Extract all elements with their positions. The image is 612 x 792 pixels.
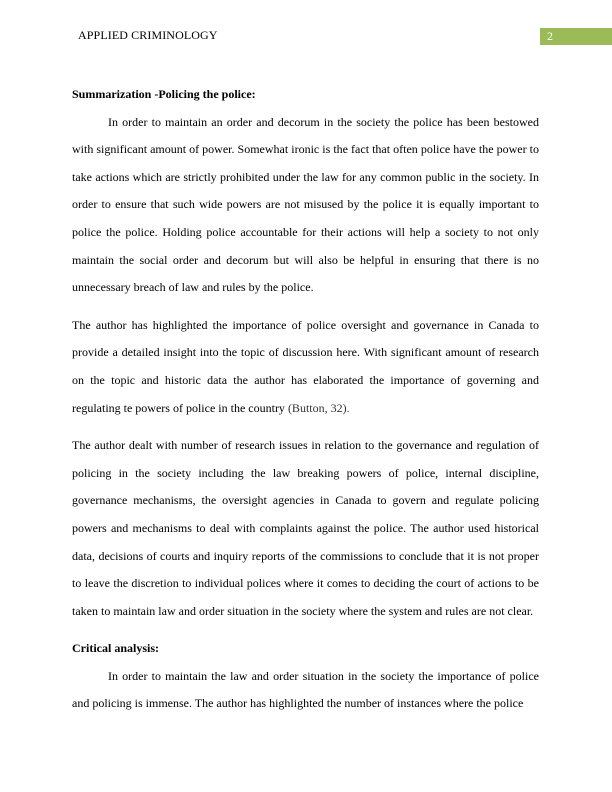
paragraph-spacer (72, 422, 539, 432)
paragraph-summary-1: In order to maintain an order and decorum in the society the police has been bestowed with significant amount of power. Somewhat ironic is the fact that often police have the power to take actions which are strictly prohibited under the law for any common public in the society. In order to ensure that such wide powers are not misused by the police it is equally important to police the police. Holding police accountable for their actions will help a society to not only maintain the social order and decorum but will also be helpful in ensuring that there is no unnecessary breach of law and rules by the police. (72, 114, 539, 295)
paragraph-analysis-1: In order to maintain the law and order situation in the society the importance of police and policing is immense. The author has highlighted the number of instances where the police (72, 668, 539, 711)
paragraph-summary-2-text: The author has highlighted the importance of police oversight and governance in Canada to provide a detailed insight into the topic of discussion here. With significant amount of research on the topic and historic data the author has elaborated the importance of governing and regulating te powers of police in the country (72, 317, 539, 415)
section-heading-critical-analysis: Critical analysis: (72, 641, 159, 656)
paragraph-spacer (72, 625, 539, 635)
page-number-badge (540, 28, 612, 45)
running-header: APPLIED CRIMINOLOGY (78, 28, 218, 42)
citation: (Button, 32). (287, 400, 350, 415)
section-heading-summarization: Summarization -Policing the police: (72, 87, 256, 101)
paragraph-summary-3: The author dealt with number of research issues in relation to the governance and regulation of policing in the society including the law breaking powers of police, internal discipline, governance mechanisms, the oversight agencies in Canada to govern and regulate policing powers and mechanisms to deal with complaints against the police. The author used historical data, decisions of courts and inquiry reports of the commissions to conclude that it is not proper to leave the discretion to individual polices where it comes to deciding the court of actions to be taken to maintain law and order situation in the society where the system and rules are not clear. (72, 438, 539, 618)
page-number: 2 (547, 29, 553, 43)
paragraph-summary-2 (72, 312, 539, 422)
paragraph-spacer (72, 302, 539, 312)
document-body (72, 81, 539, 718)
